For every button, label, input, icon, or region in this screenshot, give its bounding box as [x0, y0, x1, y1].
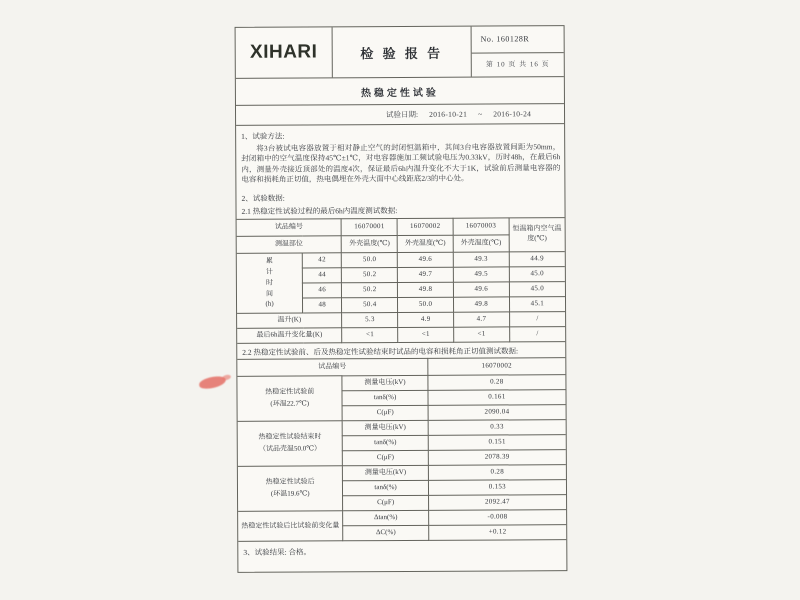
- rise-change-cell: <1: [398, 327, 454, 342]
- temp-cell: 49.8: [398, 282, 454, 297]
- report-page: [235, 25, 568, 573]
- test-date-from: 2016-10-21: [429, 109, 468, 119]
- temp-cell: 50.2: [342, 267, 398, 282]
- param-label: ΔC(%): [343, 525, 428, 540]
- table-row: [237, 358, 565, 377]
- table-row: [238, 420, 566, 437]
- param-value: 0.33: [428, 420, 566, 436]
- sample-no-value: 16070002: [428, 358, 566, 376]
- temp-cell: 49.7: [398, 267, 454, 282]
- sample-no-2: 16070002: [397, 218, 453, 235]
- temperature-table: [237, 217, 566, 344]
- test-date-to: 2016-10-24: [493, 109, 532, 119]
- table-row: [238, 465, 566, 482]
- report-number: No. 160128R: [472, 26, 564, 53]
- report-header: [236, 26, 564, 79]
- test-date-separator: ~: [478, 109, 483, 119]
- before-test-temp: (环温22.7℃): [270, 399, 310, 408]
- temp-cell: 49.8: [453, 296, 509, 311]
- before-test-label-cell: [237, 376, 342, 422]
- temp-cell: 50.4: [342, 297, 398, 312]
- param-label: 测量电压(kV): [343, 420, 428, 435]
- temp-cell: 50.0: [342, 252, 398, 267]
- capacitance-table: [237, 357, 566, 542]
- param-label: tanδ(%): [343, 480, 428, 495]
- param-value: 0.161: [428, 390, 566, 406]
- table-row: [237, 326, 565, 343]
- elapsed-time-label: 累计时间: [265, 256, 274, 298]
- temp-rise-cell: /: [509, 311, 565, 326]
- table-row: [238, 510, 566, 527]
- after-test-label-cell: [238, 466, 343, 512]
- param-label: C(μF): [343, 495, 428, 510]
- red-pen-mark-small: [222, 374, 232, 381]
- table1-caption: 2.1 热稳定性试验过程的最后6h内温度测试数据:: [241, 206, 398, 216]
- param-label: Δtan(%): [343, 510, 428, 525]
- param-value: 2092.47: [428, 495, 566, 511]
- data-section-heading: 2、试验数据:: [241, 193, 285, 203]
- elapsed-time-label-cell: [237, 253, 303, 313]
- after-test-label: 热稳定性试验后: [265, 477, 315, 486]
- report-title: 检 验 报 告: [360, 45, 444, 61]
- param-label: tanδ(%): [343, 435, 428, 450]
- temp-rise-cell: 4.9: [398, 312, 454, 327]
- test-subtitle-row: [236, 77, 564, 106]
- method-text: 将3台被试电容器放置于相对静止空气的封闭恒温箱中，其间3台电容器放置间距为50mm，封闭箱中的空气温度保持45℃±1℃，对电容器施加工频试验电压为0.33kV，历时48h，在最后6h内，测量外壳接近顶部处的温度4次，保证最后6h内温升变化不大于1K，试验前后测量电容器的电容和损耗角正切值，热电偶埋在外壳大面中心线距底2/3的中心处。: [241, 141, 561, 184]
- end-test-label-cell: [238, 421, 343, 467]
- temp-cell: 49.6: [453, 281, 509, 296]
- temp-cell: 50.2: [342, 282, 398, 297]
- report-meta-cell: [472, 26, 564, 76]
- before-test-label: 热稳定性试验前: [265, 387, 315, 396]
- temp-rise-cell: 4.7: [454, 311, 510, 326]
- param-label: C(μF): [343, 450, 428, 465]
- xihari-logo: XIHARI: [249, 41, 318, 63]
- end-test-temp: （试品壳温50.0℃）: [258, 444, 322, 453]
- table-row: [237, 217, 565, 236]
- method-heading: 1、试验方法:: [241, 131, 285, 141]
- air-temp-cell: 45.0: [509, 281, 565, 296]
- report-body: [236, 124, 566, 572]
- table-row: [237, 375, 565, 392]
- page-number: 第 10 页 共 16 页: [485, 60, 550, 69]
- air-temp-header: 恒温箱内空气温度(℃): [509, 217, 565, 251]
- change-vs-before-label: 热稳定性试验后比试验前变化量: [241, 520, 340, 530]
- param-value: 0.28: [428, 465, 566, 481]
- hour-44: 44: [302, 267, 341, 282]
- param-value: 2090.04: [428, 405, 566, 421]
- temp-cell: 50.0: [398, 297, 454, 312]
- sample-no-1: 16070001: [342, 218, 398, 235]
- param-label: 测量电压(kV): [343, 465, 428, 480]
- test-date-row: [236, 104, 564, 126]
- result-heading: 3、试验结果: 合格。: [243, 547, 312, 557]
- temp-cell: 49.5: [453, 266, 509, 281]
- air-temp-cell: 45.0: [509, 266, 565, 281]
- test-date-label: 试验日期:: [386, 109, 419, 120]
- param-value: 2078.39: [428, 450, 566, 466]
- sample-no-header: 试品编号: [237, 358, 427, 376]
- elapsed-time-unit: (h): [265, 300, 274, 309]
- param-value: 0.153: [428, 480, 566, 496]
- change-vs-before-label-cell: [238, 511, 343, 542]
- hour-46: 46: [303, 282, 342, 297]
- temp-rise-label: 温升(K): [237, 312, 342, 328]
- end-test-label: 热稳定性试验结束时: [258, 432, 322, 441]
- rise-change-cell: <1: [342, 327, 398, 342]
- param-label: 测量电压(kV): [342, 375, 427, 390]
- param-label: tanδ(%): [342, 390, 427, 405]
- hour-48: 48: [303, 297, 342, 312]
- param-value: -0.008: [428, 510, 566, 526]
- table2-caption: 2.2 热稳定性试验前、后及热稳定性试验结束时试品的电容和损耗角正切值测试数据:: [242, 345, 519, 357]
- rise-change-cell: <1: [454, 326, 510, 341]
- rise-change-label: 最后6h温升变化量(K): [237, 327, 342, 343]
- hour-42: 42: [302, 252, 341, 267]
- shell-temp-header-3: 外壳温度(℃): [453, 234, 509, 251]
- table-row: [237, 251, 565, 268]
- air-temp-cell: 44.9: [509, 251, 565, 266]
- position-header: 测温部位: [237, 235, 342, 253]
- test-subtitle: 热稳定性试验: [360, 87, 439, 99]
- temp-cell: 49.3: [453, 251, 509, 266]
- shell-temp-header-1: 外壳温度(℃): [342, 235, 398, 252]
- param-value: 0.28: [428, 375, 566, 391]
- param-value: 0.151: [428, 435, 566, 451]
- temp-rise-cell: 5.3: [342, 312, 398, 327]
- title-cell: [333, 27, 472, 78]
- param-value: +0.12: [428, 525, 566, 541]
- after-test-temp: (环温19.6℃): [270, 489, 310, 498]
- temp-cell: 49.6: [397, 252, 453, 267]
- rise-change-cell: /: [509, 326, 565, 341]
- shell-temp-header-2: 外壳温度(℃): [397, 235, 453, 252]
- air-temp-cell: 45.1: [509, 296, 565, 311]
- sample-no-header: 试品编号: [237, 218, 342, 236]
- sample-no-3: 16070003: [453, 217, 509, 234]
- param-label: C(μF): [343, 405, 428, 420]
- table-row: [237, 311, 565, 328]
- logo-cell: [236, 27, 333, 78]
